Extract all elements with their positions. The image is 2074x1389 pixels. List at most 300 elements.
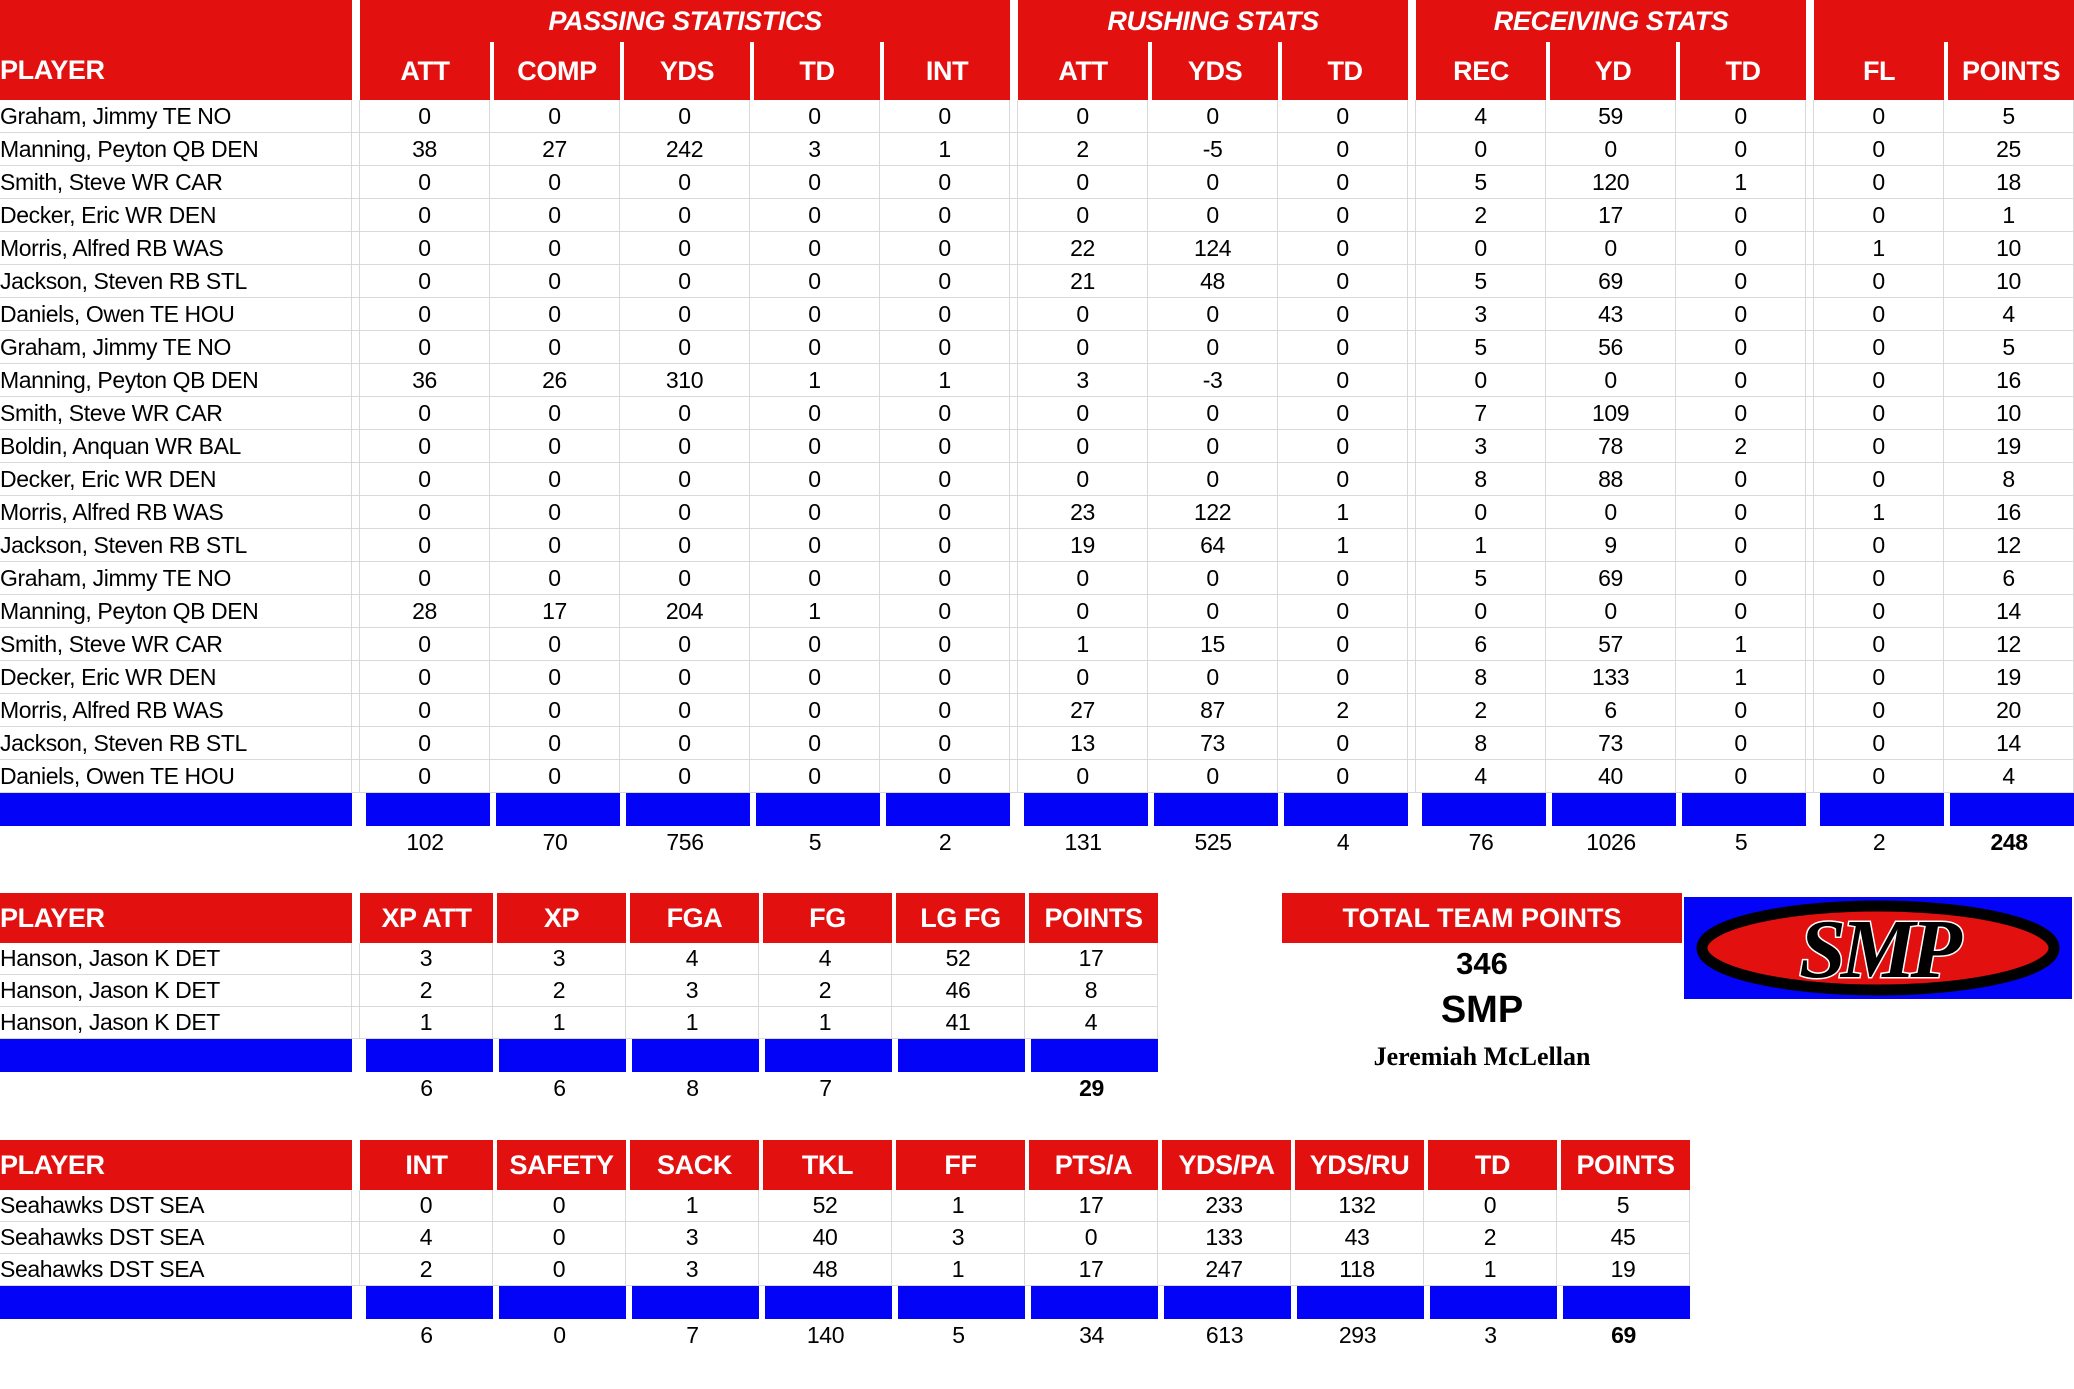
stat-cell: 0 [880, 760, 1010, 793]
stat-cell: 0 [620, 397, 750, 430]
stat-cell: 0 [1676, 298, 1806, 331]
table-row [0, 1007, 1158, 1039]
group-header-row [0, 0, 2074, 42]
stat-cell: 48 [759, 1254, 892, 1286]
stat-cell: 1 [1676, 166, 1806, 199]
stat-cell: 0 [490, 298, 620, 331]
stat-cell: 0 [1814, 166, 1944, 199]
player-cell: Hanson, Jason K DET [0, 943, 352, 975]
stat-cell: 3 [750, 133, 880, 166]
stat-cell: 0 [1018, 430, 1148, 463]
separator-cell [1424, 1286, 1557, 1319]
stat-cell: 0 [620, 463, 750, 496]
stat-cell: 0 [880, 265, 1010, 298]
stat-cell: 0 [1676, 760, 1806, 793]
gap-cell [1010, 562, 1018, 595]
separator-cell [1025, 1286, 1158, 1319]
table-row [0, 331, 2074, 364]
gap-cell [352, 166, 360, 199]
separator-cell [360, 793, 490, 826]
total-cell: 293 [1338, 1322, 1377, 1348]
stat-cell: 0 [620, 496, 750, 529]
stat-cell: 0 [1676, 562, 1806, 595]
stat-cell: 59 [1546, 100, 1676, 133]
totals-gap [352, 826, 360, 859]
player-cell: Graham, Jimmy TE NO [0, 562, 352, 595]
column-gap [352, 1140, 360, 1190]
column-header: REC [1416, 42, 1546, 100]
stat-cell: 4 [1944, 760, 2074, 793]
gap-cell [1408, 298, 1416, 331]
stat-cell: 0 [620, 199, 750, 232]
stat-cell: 247 [1158, 1254, 1291, 1286]
gap-cell [1408, 661, 1416, 694]
separator-gap [1408, 793, 1416, 826]
stat-cell: 0 [750, 232, 880, 265]
stat-cell: 1 [1676, 661, 1806, 694]
total-cell: 140 [806, 1322, 845, 1348]
stat-cell: 9 [1546, 529, 1676, 562]
gap-cell [1010, 199, 1018, 232]
player-cell: Seahawks DST SEA [0, 1190, 352, 1222]
stat-cell: 17 [1546, 199, 1676, 232]
stat-cell: 0 [1018, 595, 1148, 628]
stat-cell: 0 [1148, 166, 1278, 199]
table-row [0, 562, 2074, 595]
table-row [0, 1254, 1690, 1286]
stat-cell: 0 [1676, 100, 1806, 133]
stat-cell: 87 [1148, 694, 1278, 727]
stat-cell: 20 [1944, 694, 2074, 727]
separator-cell [1148, 793, 1278, 826]
stat-cell: 0 [1814, 562, 1944, 595]
gap-cell [352, 298, 360, 331]
stat-cell: 0 [880, 199, 1010, 232]
stat-cell: 0 [360, 463, 490, 496]
total-cell: 2 [1872, 829, 1886, 855]
stat-cell: 120 [1546, 166, 1676, 199]
separator-cell [1018, 793, 1148, 826]
stat-cell: 0 [1676, 265, 1806, 298]
stat-cell: 0 [1278, 232, 1408, 265]
stat-cell: 1 [1278, 496, 1408, 529]
column-header: INT [360, 1140, 493, 1190]
stat-cell: 0 [1278, 430, 1408, 463]
stat-cell: 16 [1944, 364, 2074, 397]
separator-gap [352, 793, 360, 826]
player-cell: Morris, Alfred RB WAS [0, 694, 352, 727]
gap-cell [1408, 694, 1416, 727]
gap-cell [1010, 496, 1018, 529]
column-header-row [0, 893, 1158, 943]
stat-cell: 56 [1546, 331, 1676, 364]
stat-cell: 0 [620, 529, 750, 562]
stat-cell: 1 [1814, 232, 1944, 265]
stat-cell: 17 [1025, 1254, 1158, 1286]
stat-cell: 10 [1944, 265, 2074, 298]
gap-cell [352, 430, 360, 463]
gap-cell [352, 463, 360, 496]
table-row [0, 364, 2074, 397]
stat-cell: 4 [626, 943, 759, 975]
stat-cell: 40 [1546, 760, 1676, 793]
table-row [0, 298, 2074, 331]
stat-cell: 69 [1546, 562, 1676, 595]
stat-cell: 0 [360, 166, 490, 199]
stat-cell: 0 [1676, 529, 1806, 562]
gap-cell [1806, 364, 1814, 397]
stat-cell: 0 [1018, 397, 1148, 430]
stat-cell: 5 [1944, 331, 2074, 364]
totals-spacer [0, 826, 352, 859]
column-header: SACK [626, 1140, 759, 1190]
total-cell: 756 [666, 829, 704, 855]
stat-cell: 0 [1546, 496, 1676, 529]
table-row [0, 166, 2074, 199]
stat-cell: 2 [1676, 430, 1806, 463]
stat-cell: 0 [880, 463, 1010, 496]
gap-cell [352, 364, 360, 397]
stat-cell: 310 [620, 364, 750, 397]
stat-cell: 0 [360, 397, 490, 430]
stat-cell: 0 [1278, 265, 1408, 298]
gap-cell [1408, 430, 1416, 463]
stat-cell: 4 [1416, 760, 1546, 793]
stat-cell: 23 [1018, 496, 1148, 529]
column-header: LG FG [892, 893, 1025, 943]
table-row [0, 760, 2074, 793]
gap-cell [352, 628, 360, 661]
stat-cell: 10 [1944, 397, 2074, 430]
stat-cell: 0 [493, 1190, 626, 1222]
stat-cell: 0 [1278, 397, 1408, 430]
stat-cell: 0 [1676, 463, 1806, 496]
stat-cell: 118 [1291, 1254, 1424, 1286]
separator-cell [1557, 1286, 1690, 1319]
stat-cell: 3 [1018, 364, 1148, 397]
stat-cell: 5 [1944, 100, 2074, 133]
total-cell: 1026 [1586, 829, 1636, 855]
stat-cell: 0 [1018, 760, 1148, 793]
stat-cell: 0 [490, 661, 620, 694]
gap-cell [1408, 463, 1416, 496]
separator-cell [360, 1039, 493, 1072]
stat-cell: 0 [493, 1222, 626, 1254]
gap-cell [1408, 100, 1416, 133]
stat-cell: 45 [1557, 1222, 1690, 1254]
stat-cell: 2 [360, 1254, 493, 1286]
stat-cell: 17 [1025, 1190, 1158, 1222]
gap-cell [352, 100, 360, 133]
gap-cell [352, 1007, 360, 1039]
stat-cell: 27 [1018, 694, 1148, 727]
stat-cell: 0 [1018, 463, 1148, 496]
stat-cell: 12 [1944, 628, 2074, 661]
stat-cell: 38 [360, 133, 490, 166]
stat-cell: 0 [490, 727, 620, 760]
player-cell: Seahawks DST SEA [0, 1222, 352, 1254]
gap-cell [352, 496, 360, 529]
stat-cell: 0 [1546, 595, 1676, 628]
gap-cell [352, 133, 360, 166]
stat-cell: 0 [1278, 760, 1408, 793]
gap-cell [1806, 100, 1814, 133]
stat-cell: 0 [493, 1254, 626, 1286]
stat-cell: 5 [1416, 265, 1546, 298]
stat-cell: 0 [360, 694, 490, 727]
stat-cell: 12 [1944, 529, 2074, 562]
defense-stats-table [0, 1140, 1690, 1352]
gap-cell [1010, 265, 1018, 298]
stat-cell: 0 [1148, 661, 1278, 694]
table-row [0, 529, 2074, 562]
stat-cell: 0 [1018, 661, 1148, 694]
stat-cell: 0 [620, 100, 750, 133]
stat-cell: 73 [1546, 727, 1676, 760]
column-header: PTS/A [1025, 1140, 1158, 1190]
stat-cell: 0 [360, 628, 490, 661]
stat-cell: 48 [1148, 265, 1278, 298]
stat-cell: 0 [360, 727, 490, 760]
stat-cell: 0 [1148, 298, 1278, 331]
stat-cell: 0 [750, 100, 880, 133]
separator-gap [1010, 793, 1018, 826]
column-header: POINTS [1557, 1140, 1690, 1190]
stat-cell: 14 [1944, 727, 2074, 760]
stat-cell: 0 [620, 298, 750, 331]
player-cell: Jackson, Steven RB STL [0, 727, 352, 760]
player-cell: Daniels, Owen TE HOU [0, 298, 352, 331]
gap-cell [1408, 397, 1416, 430]
stat-cell: 3 [1416, 298, 1546, 331]
stat-cell: 1 [1944, 199, 2074, 232]
gap-cell [1408, 562, 1416, 595]
gap-cell [352, 1254, 360, 1286]
stat-group-header [1814, 0, 2074, 42]
stat-cell: 0 [360, 661, 490, 694]
total-cell: 102 [406, 829, 444, 855]
stat-cell: 43 [1291, 1222, 1424, 1254]
stat-cell: 78 [1546, 430, 1676, 463]
column-header: TD [750, 42, 880, 100]
stat-cell: 2 [1416, 694, 1546, 727]
stat-cell: 0 [880, 694, 1010, 727]
stat-cell: 0 [620, 661, 750, 694]
stat-cell: 122 [1148, 496, 1278, 529]
separator-gap [352, 1286, 360, 1319]
stat-cell: 0 [1018, 199, 1148, 232]
table-row [0, 694, 2074, 727]
stat-cell: 0 [1148, 331, 1278, 364]
stat-cell: 0 [750, 298, 880, 331]
gap-cell [1806, 430, 1814, 463]
gap-cell [1806, 166, 1814, 199]
stat-cell: 0 [620, 628, 750, 661]
totals-row [0, 1072, 1158, 1105]
table-row [0, 1190, 1690, 1222]
column-header: YDS [1148, 42, 1278, 100]
player-column-header: PLAYER [0, 893, 352, 943]
total-cell: 4 [1336, 829, 1350, 855]
stat-cell: -3 [1148, 364, 1278, 397]
column-header: TD [1676, 42, 1806, 100]
stat-cell: 0 [1676, 595, 1806, 628]
stat-cell: 3 [626, 1254, 759, 1286]
gap-cell [1010, 298, 1018, 331]
stat-group-header: RUSHING STATS [1018, 0, 1408, 42]
separator-cell [493, 1286, 626, 1319]
stat-cell: 0 [1278, 133, 1408, 166]
player-column-header: PLAYER [0, 0, 352, 100]
stat-cell: 0 [1814, 364, 1944, 397]
stat-cell: 3 [892, 1222, 1025, 1254]
gap-cell [1806, 298, 1814, 331]
separator-cell [1158, 1286, 1291, 1319]
gap-cell [1806, 496, 1814, 529]
stat-cell: 1 [1676, 628, 1806, 661]
points-total-cell: 248 [1990, 829, 2028, 855]
column-gap [1010, 0, 1018, 100]
total-team-points-value: 346 [1456, 946, 1508, 981]
gap-cell [1806, 628, 1814, 661]
table-row [0, 595, 2074, 628]
gap-cell [1806, 760, 1814, 793]
stat-cell: 0 [490, 430, 620, 463]
stat-cell: 0 [360, 562, 490, 595]
stat-cell: 0 [880, 298, 1010, 331]
stat-cell: 7 [1416, 397, 1546, 430]
stat-cell: 0 [1814, 694, 1944, 727]
stat-cell: 0 [880, 628, 1010, 661]
total-cell: 8 [686, 1075, 699, 1101]
stat-cell: 4 [1944, 298, 2074, 331]
stat-cell: 52 [759, 1190, 892, 1222]
stat-cell: 0 [880, 100, 1010, 133]
gap-cell [1806, 397, 1814, 430]
stat-cell: 0 [1148, 760, 1278, 793]
stat-cell: 43 [1546, 298, 1676, 331]
gap-cell [1408, 265, 1416, 298]
totals-row [0, 826, 2074, 859]
stat-cell: 0 [1018, 331, 1148, 364]
gap-cell [1010, 628, 1018, 661]
stat-cell: 0 [490, 562, 620, 595]
stat-cell: 0 [1278, 199, 1408, 232]
column-header: POINTS [1025, 893, 1158, 943]
stat-cell: 0 [1814, 430, 1944, 463]
table-row [0, 463, 2074, 496]
stat-cell: 2 [1424, 1222, 1557, 1254]
stat-cell: 1 [892, 1254, 1025, 1286]
stat-cell: 64 [1148, 529, 1278, 562]
total-cell: 3 [1484, 1322, 1497, 1348]
stat-cell: 88 [1546, 463, 1676, 496]
separator-gap [352, 1039, 360, 1072]
separator-cell [360, 1286, 493, 1319]
column-header: ATT [1018, 42, 1148, 100]
gap-cell [1010, 760, 1018, 793]
player-cell: Decker, Eric WR DEN [0, 199, 352, 232]
stat-cell: 6 [1944, 562, 2074, 595]
gap-cell [1408, 760, 1416, 793]
kicker-stats-table [0, 893, 1158, 1105]
player-cell: Daniels, Owen TE HOU [0, 760, 352, 793]
gap-cell [1806, 199, 1814, 232]
gap-cell [1408, 727, 1416, 760]
stat-cell: 0 [490, 694, 620, 727]
stat-cell: 1 [759, 1007, 892, 1039]
stat-cell: 0 [1546, 133, 1676, 166]
player-cell: Hanson, Jason K DET [0, 1007, 352, 1039]
separator-gap [1806, 793, 1814, 826]
gap-cell [352, 232, 360, 265]
stat-cell: 0 [1814, 298, 1944, 331]
stat-cell: 0 [1278, 331, 1408, 364]
stat-cell: 0 [1676, 727, 1806, 760]
stat-cell: 0 [1814, 199, 1944, 232]
player-cell: Hanson, Jason K DET [0, 975, 352, 1007]
stat-cell: 0 [1148, 199, 1278, 232]
gap-cell [352, 595, 360, 628]
stat-cell: 0 [1676, 364, 1806, 397]
stat-cell: 19 [1944, 430, 2074, 463]
stat-cell: 5 [1416, 331, 1546, 364]
stat-cell: 10 [1944, 232, 2074, 265]
gap-cell [1010, 727, 1018, 760]
stat-cell: 2 [1278, 694, 1408, 727]
gap-cell [1806, 727, 1814, 760]
table-row [0, 232, 2074, 265]
stat-cell: 46 [892, 975, 1025, 1007]
totals-row [0, 1319, 1690, 1352]
gap-cell [1408, 199, 1416, 232]
stat-cell: 26 [490, 364, 620, 397]
gap-cell [1806, 265, 1814, 298]
player-column-header: PLAYER [0, 1140, 352, 1190]
separator-cell [1546, 793, 1676, 826]
gap-cell [1010, 133, 1018, 166]
stat-cell: 19 [1018, 529, 1148, 562]
stat-cell: 0 [360, 430, 490, 463]
gap-cell [1010, 232, 1018, 265]
totals-gap [1010, 826, 1018, 859]
stat-cell: 0 [1148, 430, 1278, 463]
total-cell: 131 [1064, 829, 1102, 855]
gap-cell [352, 199, 360, 232]
stat-cell: 15 [1148, 628, 1278, 661]
stat-cell: 2 [360, 975, 493, 1007]
gap-cell [1806, 133, 1814, 166]
stat-cell: 0 [750, 562, 880, 595]
stat-cell: 0 [1546, 232, 1676, 265]
player-cell: Jackson, Steven RB STL [0, 265, 352, 298]
stat-cell: 1 [1424, 1254, 1557, 1286]
gap-cell [1806, 595, 1814, 628]
stat-cell: 1 [1814, 496, 1944, 529]
gap-cell [1806, 694, 1814, 727]
table-row [0, 265, 2074, 298]
stat-cell: 0 [880, 529, 1010, 562]
gap-cell [352, 397, 360, 430]
player-cell: Manning, Peyton QB DEN [0, 133, 352, 166]
stat-cell: 0 [1278, 727, 1408, 760]
column-header: INT [880, 42, 1010, 100]
stat-cell: 0 [1416, 364, 1546, 397]
totals-spacer [0, 1319, 352, 1352]
stat-cell: 0 [1814, 397, 1944, 430]
stat-cell: 0 [1148, 100, 1278, 133]
stat-cell: 0 [360, 199, 490, 232]
